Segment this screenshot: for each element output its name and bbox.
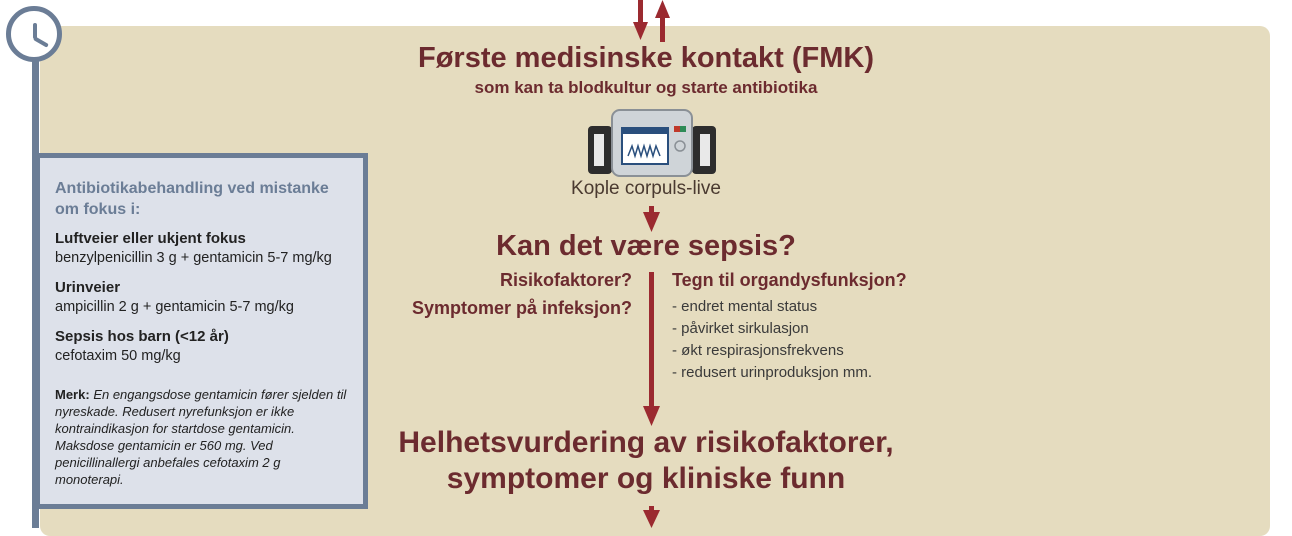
list-item: - redusert urinproduksjon mm. <box>672 364 873 381</box>
antibiotics-heading: Antibiotikabehandling ved mistanke om fokus i: <box>55 180 329 218</box>
fmk-title: Første medisinske kontakt (FMK) <box>417 42 875 74</box>
antibiotics-box <box>35 153 368 509</box>
note-label: Merk: <box>55 387 90 402</box>
section-title: Sepsis hos barn (<12 år) <box>55 328 229 345</box>
section-value: ampicillin 2 g + gentamicin 5-7 mg/kg <box>55 299 294 315</box>
organ-dysfunction-list <box>672 296 872 384</box>
monitor-defibrillator-icon <box>588 110 716 176</box>
assessment-title-line2: symptomer og kliniske funn <box>446 462 846 495</box>
fmk-subtitle: som kan ta blodkultur og starte antibiotika <box>474 78 818 97</box>
note <box>55 386 350 488</box>
sepsis-question: Kan det være sepsis? <box>496 230 796 262</box>
assessment-title-line1: Helhetsvurdering av risikofaktorer, <box>398 426 894 459</box>
section-value: benzylpenicillin 3 g + gentamicin 5-7 mg/kg <box>55 250 332 266</box>
section-value: cefotaxim 50 mg/kg <box>55 348 181 364</box>
list-item: - økt respirasjonsfrekvens <box>672 342 844 359</box>
note-text: En engangsdose gentamicin fører sjelden til nyreskade. Redusert nyrefunksjon er ikke kontraindikasjon for startdose gentamicin. Maksdose gentamicin er 560 mg. Ved penicillinallergi anbefales cefotaxim 2 g monoterapi. <box>55 387 347 487</box>
section-title: Urinveier <box>55 279 121 296</box>
section-title: Luftveier eller ukjent fokus <box>55 230 246 247</box>
device-label: Kople corpuls-live <box>571 178 721 199</box>
list-item: - påvirket sirkulasjon <box>672 320 809 337</box>
infection-symptoms-label: Symptomer på infeksjon? <box>411 298 632 318</box>
risk-factors-label: Risikofaktorer? <box>499 270 632 290</box>
organ-dysfunction-title: Tegn til organdysfunksjon? <box>672 270 907 290</box>
list-item: - endret mental status <box>672 298 818 315</box>
